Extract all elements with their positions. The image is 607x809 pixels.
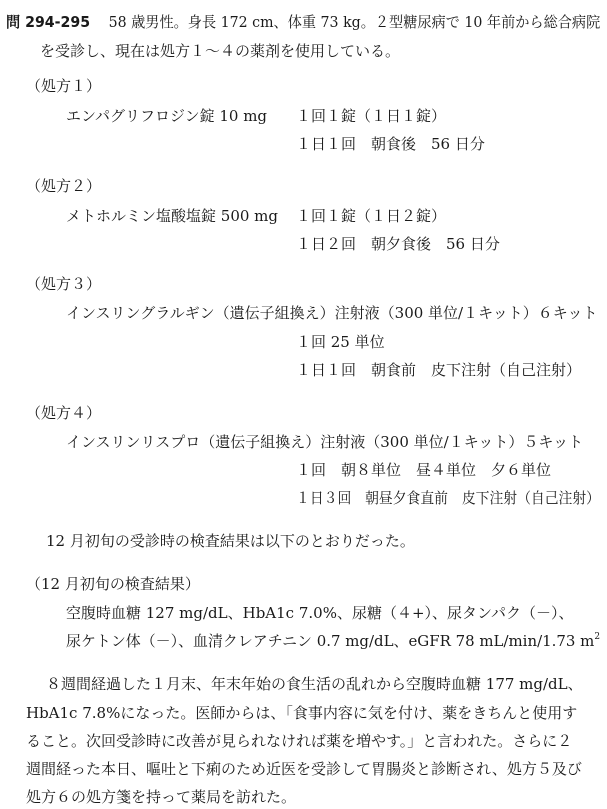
exam-line1: 空腹時血糖 127 mg/dL、HbA1c 7.0%、尿糖（４+）、尿タンパク（－）、 bbox=[66, 604, 574, 622]
prescription-2-drug: メトホルミン塩酸塩錠 500 mg bbox=[66, 207, 278, 225]
prescription-4-dose: １回 朝８単位 昼４単位 夕６単位 bbox=[296, 461, 552, 479]
prescription-1-dose: １回１錠（１日１錠） bbox=[296, 107, 447, 125]
question-header bbox=[6, 12, 600, 32]
prescription-3-dose: １回 25 単位 bbox=[296, 333, 385, 351]
prescription-4-drug: インスリンリスプロ（遺伝子組換え）注射液（300 単位/１キット）５キット bbox=[66, 433, 584, 451]
followup-line5: 処方６の処方箋を持って薬局を訪れた。 bbox=[26, 788, 297, 806]
prescription-2-usage: １日２回 朝夕食後 56 日分 bbox=[296, 235, 500, 253]
exam-lead: 12 月初旬の受診時の検査結果は以下のとおりだった。 bbox=[46, 532, 415, 550]
followup-line1: ８週間経過した１月末、年末年始の食生活の乱れから空腹時血糖 177 mg/dL、 bbox=[46, 675, 583, 693]
prescription-1-drug: エンパグリフロジン錠 10 mg bbox=[66, 107, 268, 125]
prescription-4-heading: （処方４） bbox=[26, 404, 102, 422]
prescription-4-usage: １日３回 朝昼夕食直前 皮下注射（自己注射） bbox=[296, 489, 601, 507]
followup-line4: 週間経った本日、嘔吐と下痢のため近医を受診して胃腸炎と診断され、処方５及び bbox=[26, 760, 582, 778]
followup-line3: ること。次回受診時に改善が見られなければ薬を増やす。」と言われた。さらに２ bbox=[26, 732, 573, 750]
prescription-1-heading: （処方１） bbox=[26, 77, 102, 95]
exam-heading: （12 月初旬の検査結果） bbox=[26, 575, 200, 593]
exam-line2 bbox=[66, 631, 600, 651]
prescription-3-drug: インスリングラルギン（遺伝子組換え）注射液（300 単位/１キット）６キット bbox=[66, 304, 598, 322]
exam-line2-text: 尿ケトン体（－）、血清クレアチニン 0.7 mg/dL、eGFR 78 mL/min/1.73 m bbox=[66, 632, 595, 650]
followup-line2: HbA1c 7.8%になった。医師からは、「食事内容に気を付け、薬をきちんと使用す bbox=[26, 704, 578, 722]
question-intro-line2: を受診し、現在は処方１〜４の薬剤を使用している。 bbox=[40, 42, 401, 60]
exam-line2-superscript: 2 bbox=[594, 632, 601, 642]
prescription-2-dose: １回１錠（１日２錠） bbox=[296, 207, 447, 225]
prescription-3-usage: １日１回 朝食前 皮下注射（自己注射） bbox=[296, 361, 582, 379]
question-intro-line1: 58 歳男性。身長 172 cm、体重 73 kg。２型糖尿病で 10 年前から総合病院 bbox=[108, 13, 601, 31]
prescription-1-usage: １日１回 朝食後 56 日分 bbox=[296, 135, 485, 153]
prescription-3-heading: （処方３） bbox=[26, 275, 102, 293]
prescription-2-heading: （処方２） bbox=[26, 177, 102, 195]
question-number: 問 294-295 bbox=[6, 13, 91, 31]
